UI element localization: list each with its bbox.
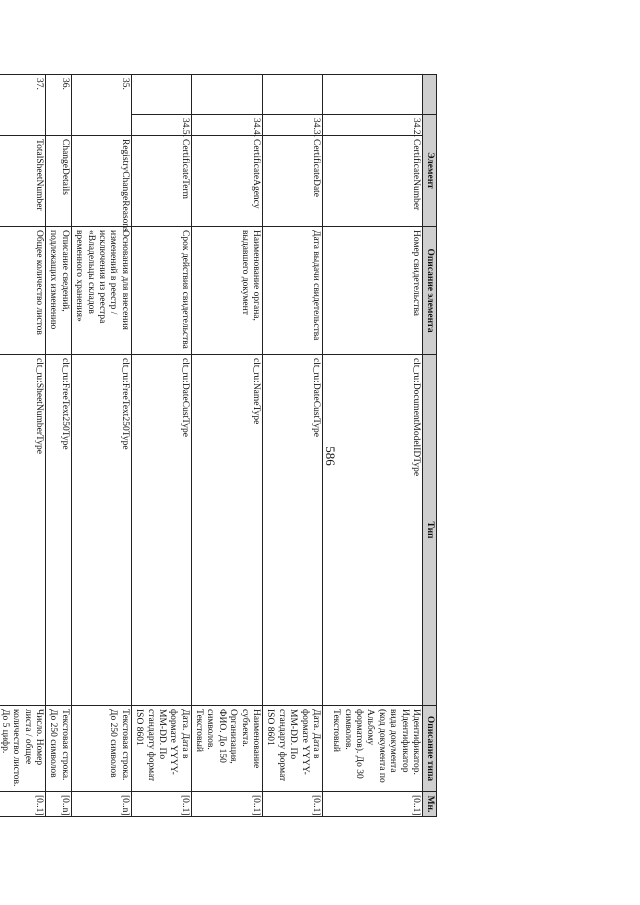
- row-multiplicity: [0..1]: [191, 792, 262, 817]
- row-number-blank: [131, 75, 191, 115]
- row-element: TotalSheetNumber: [0, 136, 46, 227]
- row-element-description: Номер свидетельства: [323, 227, 423, 355]
- row-element-description: Срок действия свидетельства: [131, 227, 191, 355]
- table-row: [46, 75, 72, 817]
- row-element-description: Описание сведений, подлежащих изменению: [46, 227, 72, 355]
- table-row: [71, 75, 131, 817]
- row-element: CertificateDate: [263, 136, 323, 227]
- row-multiplicity: [0..n]: [46, 792, 72, 817]
- table-row: [191, 75, 262, 817]
- row-type: clt_ru:DateCustType: [131, 355, 191, 706]
- row-multiplicity: [0..1]: [263, 792, 323, 817]
- row-type: clt_ru:NameType: [191, 355, 262, 706]
- table-row: [131, 75, 191, 817]
- row-multiplicity: [0..1]: [323, 792, 423, 817]
- row-element: CertificateTerm: [131, 136, 191, 227]
- row-number: 34.3.: [263, 115, 323, 136]
- row-number-blank: [191, 75, 262, 115]
- row-type-description: Текстовая строка. До 250 символов: [71, 706, 131, 792]
- row-element: CertificateAgency: [191, 136, 262, 227]
- row-number: 34.2.: [323, 115, 423, 136]
- row-element-description: Дата выдачи свидетельства: [263, 227, 323, 355]
- row-element: CertificateNumber: [323, 136, 423, 227]
- row-number-blank: [323, 75, 423, 115]
- header-multiplicity: Мн.: [423, 792, 437, 817]
- table-header-row: [423, 75, 437, 817]
- row-multiplicity: [0..1]: [131, 792, 191, 817]
- table-row: [0, 75, 46, 817]
- row-element: RegistryChangeReasons: [71, 136, 131, 227]
- row-type-description: Текстовая строка. До 250 символов: [46, 706, 72, 792]
- row-element-description: Наименование органа, выдавшего документ: [191, 227, 262, 355]
- row-type: clt_ru:FreeText250Type: [46, 355, 72, 706]
- row-element-description: Общее количество листов: [0, 227, 46, 355]
- rotated-table-wrapper: [0, 74, 437, 816]
- header-element-description: Описание элемента: [423, 227, 437, 355]
- row-type: clt_ru:FreeText250Type: [71, 355, 131, 706]
- row-number: 34.4.: [191, 115, 262, 136]
- rotated-table-container: [0, 74, 437, 816]
- header-element: Элемент: [423, 115, 437, 227]
- row-element: ChangeDetails: [46, 136, 72, 227]
- page-number: 586: [323, 446, 338, 466]
- row-type: clt_ru:DocumentModelIDType: [323, 355, 423, 706]
- row-number: 35.: [71, 75, 131, 136]
- row-element-description: Основания для внесения изменений в реестр / исключения из реестра «Владельцы складов временного хранения»: [71, 227, 131, 355]
- row-type-description: Дата. Дата в формате YYYY-MM-DD. По стандарту формат ISO 8601: [131, 706, 191, 792]
- row-number: 37.: [0, 75, 46, 136]
- header-type-description: Описание типа: [423, 706, 437, 792]
- row-type: clt_ru:DateCustType: [263, 355, 323, 706]
- row-type-description: Дата. Дата в формате YYYY-MM-DD. По стандарту формат ISO 8601: [263, 706, 323, 792]
- row-multiplicity: [0..1]: [0, 792, 46, 817]
- table-row: [263, 75, 323, 817]
- row-number: 36.: [46, 75, 72, 136]
- row-number: 34.5.: [131, 115, 191, 136]
- row-type-description: Идентификатор. Идентификатор вида документа (код документа по Альбому форматов). До 30 символов. Текстовый: [323, 706, 423, 792]
- row-type-description: Число. Номер листа / общее количество листов. До 5 цифр.: [0, 706, 46, 792]
- table-row: [323, 75, 423, 817]
- header-number-blank: [423, 75, 437, 115]
- row-type: clt_ru:SheetNumberType: [0, 355, 46, 706]
- row-multiplicity: [0..n]: [71, 792, 131, 817]
- row-type-description: Наименование субъекта. Организация, ФИО. До 150 символов. Текстовый: [191, 706, 262, 792]
- row-number-blank: [263, 75, 323, 115]
- element-spec-table: [0, 74, 437, 817]
- header-type: Тип: [423, 355, 437, 706]
